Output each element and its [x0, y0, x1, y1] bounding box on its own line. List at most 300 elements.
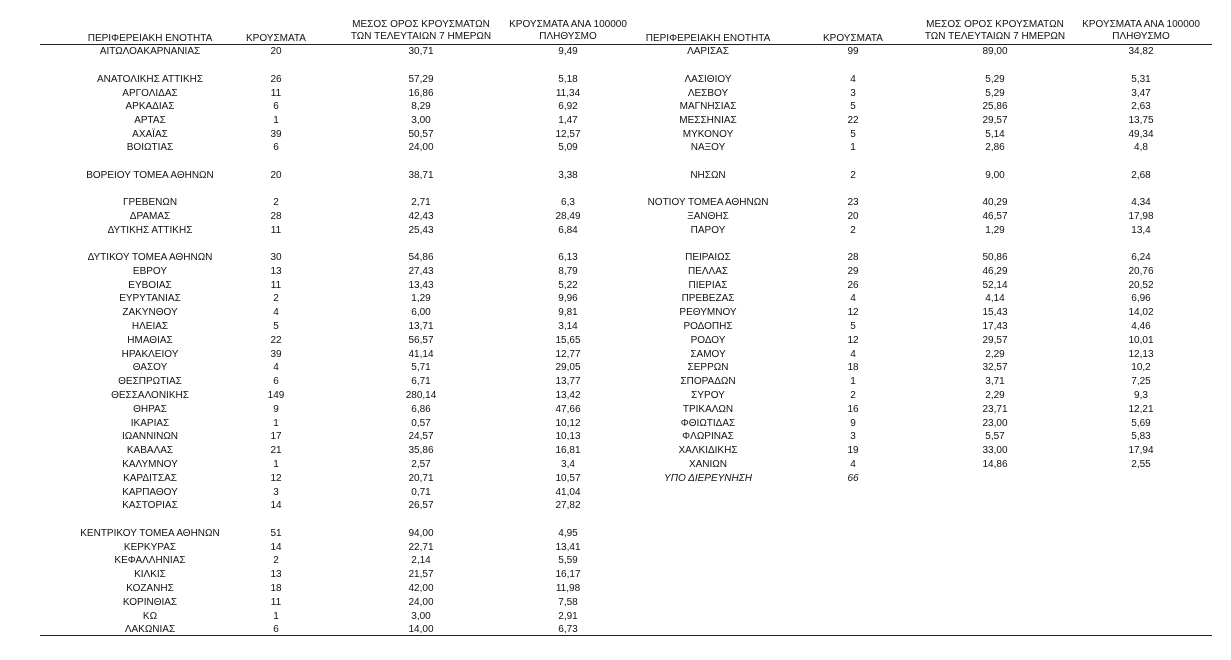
- table-row: [0, 417, 1231, 430]
- cell-cases: 23: [847, 197, 859, 208]
- cell-cases: 9: [273, 404, 279, 415]
- cell-per100k: 47,66: [555, 404, 581, 415]
- cell-cases: 12: [270, 473, 282, 484]
- table-row: [0, 334, 1231, 347]
- table-row: [0, 114, 1231, 127]
- table-row: [0, 596, 1231, 609]
- cell-per100k: 2,68: [1131, 170, 1151, 181]
- table-row: [0, 196, 1231, 209]
- cell-region: ΝΗΣΩΝ: [690, 170, 726, 181]
- cell-avg7: 27,43: [408, 266, 434, 277]
- table-row: [0, 444, 1231, 457]
- cell-region: ΠΕΛΛΑΣ: [687, 266, 729, 277]
- table-row: [0, 361, 1231, 374]
- cell-cases: 29: [847, 266, 859, 277]
- table-row: [0, 610, 1231, 623]
- cell-region: ΑΙΤΩΛΟΑΚΑΡΝΑΝΙΑΣ: [99, 46, 201, 57]
- cell-region: ΡΟΔΟΠΗΣ: [683, 321, 733, 332]
- cell-per100k: 17,98: [1128, 211, 1154, 222]
- cell-per100k: 49,34: [1128, 129, 1154, 140]
- cell-per100k: 15,65: [555, 335, 581, 346]
- cell-per100k: 6,73: [558, 624, 578, 635]
- cell-per100k: 9,49: [558, 46, 578, 57]
- cell-per100k: 5,31: [1131, 74, 1151, 85]
- table-row: [0, 251, 1231, 264]
- cell-region: ΜΑΓΝΗΣΙΑΣ: [679, 101, 737, 112]
- cell-region: ΑΧΑΪΑΣ: [132, 129, 168, 140]
- cell-cases: 6: [273, 376, 279, 387]
- cell-per100k: 6,92: [558, 101, 578, 112]
- cell-avg7: 5,57: [985, 431, 1005, 442]
- cell-region: ΚΑΒΑΛΑΣ: [126, 445, 174, 456]
- cell-per100k: 5,83: [1131, 431, 1151, 442]
- cell-region: ΣΠΟΡΑΔΩΝ: [680, 376, 736, 387]
- cell-region: ΜΕΣΣΗΝΙΑΣ: [679, 115, 737, 126]
- cell-region: ΚΑΡΔΙΤΣΑΣ: [123, 473, 177, 484]
- cell-avg7: 21,57: [408, 569, 434, 580]
- cell-cases: 26: [847, 280, 859, 291]
- cell-region: ΑΡΤΑΣ: [134, 115, 166, 126]
- cell-cases: 1: [850, 142, 856, 153]
- cell-per100k: 28,49: [555, 211, 581, 222]
- cell-cases: 2: [273, 293, 279, 304]
- cell-per100k: 7,58: [558, 597, 578, 608]
- cell-per100k: 10,2: [1131, 362, 1151, 373]
- cell-region: ΗΜΑΘΙΑΣ: [127, 335, 173, 346]
- cell-per100k: 7,25: [1131, 376, 1151, 387]
- cell-avg7: 46,57: [982, 211, 1008, 222]
- cell-per100k: 5,59: [558, 555, 578, 566]
- cell-avg7: 2,29: [985, 349, 1005, 360]
- cell-cases: 39: [270, 129, 282, 140]
- cell-region: ΚΑΡΠΑΘΟΥ: [122, 487, 178, 498]
- cell-per100k: 16,81: [555, 445, 581, 456]
- cell-per100k: 4,34: [1131, 197, 1151, 208]
- cell-per100k: 13,77: [555, 376, 581, 387]
- cell-cases: 9: [850, 418, 856, 429]
- cell-cases: 26: [270, 74, 282, 85]
- cell-per100k: 16,17: [555, 569, 581, 580]
- cell-avg7: 13,71: [408, 321, 434, 332]
- cell-per100k: 14,02: [1128, 307, 1154, 318]
- cell-avg7: 50,86: [982, 252, 1008, 263]
- cell-per100k: 12,77: [555, 349, 581, 360]
- cell-per100k: 10,12: [555, 418, 581, 429]
- cell-cases: 28: [270, 211, 282, 222]
- cell-cases: 99: [847, 46, 859, 57]
- cell-avg7: 2,14: [411, 555, 431, 566]
- cell-per100k: 2,63: [1131, 101, 1151, 112]
- cell-region: ΑΡΚΑΔΙΑΣ: [125, 101, 175, 112]
- cell-avg7: 33,00: [982, 445, 1008, 456]
- cell-avg7: 22,71: [408, 542, 434, 553]
- cell-per100k: 9,3: [1134, 390, 1148, 401]
- table-row: [0, 73, 1231, 86]
- cell-region: ΧΑΝΙΩΝ: [688, 459, 728, 470]
- cell-per100k: 3,4: [561, 459, 575, 470]
- cell-avg7: 6,00: [411, 307, 431, 318]
- cell-region: ΘΗΡΑΣ: [133, 404, 167, 415]
- cell-per100k: 13,75: [1128, 115, 1154, 126]
- cell-region: ΡΟΔΟΥ: [690, 335, 726, 346]
- table-row: [0, 265, 1231, 278]
- cell-avg7: 46,29: [982, 266, 1008, 277]
- cell-region: ΤΡΙΚΑΛΩΝ: [682, 404, 734, 415]
- cell-per100k: 11,98: [555, 583, 581, 594]
- table-row: [0, 320, 1231, 333]
- cell-per100k: 2,91: [558, 611, 578, 622]
- header-per100k-right-2: ΠΛΗΘΥΣΜΟ: [1112, 31, 1170, 42]
- cell-avg7: 13,43: [408, 280, 434, 291]
- cell-cases: 22: [847, 115, 859, 126]
- cell-region: ΥΠΟ ΔΙΕΡΕΥΝΗΣΗ: [664, 473, 752, 484]
- cell-avg7: 56,57: [408, 335, 434, 346]
- cell-region: ΗΛΕΙΑΣ: [131, 321, 169, 332]
- table-row: [0, 45, 1231, 58]
- cell-avg7: 35,86: [408, 445, 434, 456]
- table-row: [0, 141, 1231, 154]
- table-row: [0, 389, 1231, 402]
- table-row: [0, 554, 1231, 567]
- cell-region: ΛΕΣΒΟΥ: [687, 88, 729, 99]
- cell-cases: 4: [850, 293, 856, 304]
- cell-cases: 4: [273, 307, 279, 318]
- table-row: [0, 568, 1231, 581]
- cell-cases: 1: [850, 376, 856, 387]
- table-row: [0, 486, 1231, 499]
- cell-cases: 14: [270, 542, 282, 553]
- header-avg7-left-2: ΤΩΝ ΤΕΛΕΥΤΑΙΩΝ 7 ΗΜΕΡΩΝ: [350, 31, 492, 42]
- cell-per100k: 12,13: [1128, 349, 1154, 360]
- cell-region: ΕΥΒΟΙΑΣ: [128, 280, 172, 291]
- cell-cases: 6: [273, 142, 279, 153]
- cell-cases: 6: [273, 101, 279, 112]
- table-row: [0, 348, 1231, 361]
- header-per100k-right-1: ΚΡΟΥΣΜΑΤΑ ΑΝΑ 100000: [1082, 19, 1200, 30]
- cell-avg7: 1,29: [985, 225, 1005, 236]
- cell-cases: 14: [270, 500, 282, 511]
- table-row: [0, 623, 1231, 636]
- cell-per100k: 11,34: [555, 88, 581, 99]
- cell-cases: 20: [270, 170, 282, 181]
- cell-per100k: 9,81: [558, 307, 578, 318]
- cell-avg7: 20,71: [408, 473, 434, 484]
- cell-avg7: 52,14: [982, 280, 1008, 291]
- cell-avg7: 6,86: [411, 404, 431, 415]
- cell-avg7: 2,29: [985, 390, 1005, 401]
- cell-cases: 11: [270, 88, 282, 99]
- cell-per100k: 6,84: [558, 225, 578, 236]
- header-avg7-right-2: ΤΩΝ ΤΕΛΕΥΤΑΙΩΝ 7 ΗΜΕΡΩΝ: [924, 31, 1066, 42]
- cell-cases: 2: [850, 170, 856, 181]
- cell-per100k: 2,55: [1131, 459, 1151, 470]
- cell-region: ΘΑΣΟΥ: [132, 362, 168, 373]
- header-per100k-left-1: ΚΡΟΥΣΜΑΤΑ ΑΝΑ 100000: [509, 19, 627, 30]
- cell-cases: 18: [270, 583, 282, 594]
- cell-per100k: 9,96: [558, 293, 578, 304]
- cell-avg7: 15,43: [982, 307, 1008, 318]
- cell-cases: 2: [850, 390, 856, 401]
- cell-region: ΑΡΓΟΛΙΔΑΣ: [122, 88, 178, 99]
- cell-avg7: 26,57: [408, 500, 434, 511]
- cell-avg7: 3,00: [411, 611, 431, 622]
- cell-region: ΕΥΡΥΤΑΝΙΑΣ: [119, 293, 181, 304]
- cell-region: ΚΑΛΥΜΝΟΥ: [122, 459, 178, 470]
- table-row: [0, 100, 1231, 113]
- cell-avg7: 24,57: [408, 431, 434, 442]
- cell-per100k: 13,42: [555, 390, 581, 401]
- cell-per100k: 6,24: [1131, 252, 1151, 263]
- cell-region: ΣΑΜΟΥ: [690, 349, 726, 360]
- cell-avg7: 94,00: [408, 528, 434, 539]
- header-avg7-right-1: ΜΕΣΟΣ ΟΡΟΣ ΚΡΟΥΣΜΑΤΩΝ: [926, 19, 1064, 30]
- cell-per100k: 20,52: [1128, 280, 1154, 291]
- cell-avg7: 2,71: [411, 197, 431, 208]
- cell-cases: 5: [273, 321, 279, 332]
- cell-region: ΚΟΡΙΝΘΙΑΣ: [122, 597, 178, 608]
- cell-avg7: 30,71: [408, 46, 434, 57]
- table-row: [0, 541, 1231, 554]
- cell-region: ΠΙΕΡΙΑΣ: [688, 280, 728, 291]
- table-row: [0, 210, 1231, 223]
- cell-cases: 22: [270, 335, 282, 346]
- cell-cases: 4: [273, 362, 279, 373]
- cell-cases: 11: [270, 280, 282, 291]
- cell-avg7: 8,29: [411, 101, 431, 112]
- cell-cases: 13: [270, 266, 282, 277]
- cell-cases: 3: [850, 88, 856, 99]
- cell-cases: 2: [850, 225, 856, 236]
- cell-cases: 2: [273, 555, 279, 566]
- cell-region: ΔΡΑΜΑΣ: [129, 211, 171, 222]
- cell-avg7: 9,00: [985, 170, 1005, 181]
- cell-cases: 6: [273, 624, 279, 635]
- header-cases-left: ΚΡΟΥΣΜΑΤΑ: [246, 33, 306, 44]
- cell-per100k: 20,76: [1128, 266, 1154, 277]
- cell-cases: 2: [273, 197, 279, 208]
- cell-cases: 12: [847, 335, 859, 346]
- cell-region: ΣΕΡΡΩΝ: [687, 362, 729, 373]
- cell-per100k: 3,47: [1131, 88, 1151, 99]
- cell-per100k: 6,3: [561, 197, 575, 208]
- cell-region: ΙΚΑΡΙΑΣ: [130, 418, 170, 429]
- cell-per100k: 3,38: [558, 170, 578, 181]
- cell-per100k: 5,22: [558, 280, 578, 291]
- cell-per100k: 5,09: [558, 142, 578, 153]
- cell-per100k: 41,04: [555, 487, 581, 498]
- cell-region: ΡΕΘΥΜΝΟΥ: [679, 307, 737, 318]
- table-row: [0, 403, 1231, 416]
- cell-cases: 13: [270, 569, 282, 580]
- cell-cases: 20: [270, 46, 282, 57]
- cell-avg7: 42,00: [408, 583, 434, 594]
- cell-avg7: 2,57: [411, 459, 431, 470]
- table-row: [0, 224, 1231, 237]
- cell-per100k: 1,47: [558, 115, 578, 126]
- table-row: [0, 292, 1231, 305]
- cell-region: ΣΥΡΟΥ: [691, 390, 725, 401]
- cell-avg7: 0,71: [411, 487, 431, 498]
- table-row: [0, 582, 1231, 595]
- cell-per100k: 17,94: [1128, 445, 1154, 456]
- cell-avg7: 5,29: [985, 74, 1005, 85]
- cell-region: ΘΕΣΠΡΩΤΙΑΣ: [118, 376, 182, 387]
- cell-region: ΘΕΣΣΑΛΟΝΙΚΗΣ: [111, 390, 189, 401]
- cell-cases: 20: [847, 211, 859, 222]
- table-row: [0, 306, 1231, 319]
- cell-region: ΜΥΚΟΝΟΥ: [682, 129, 734, 140]
- cell-region: ΠΡΕΒΕΖΑΣ: [681, 293, 735, 304]
- cell-avg7: 23,00: [982, 418, 1008, 429]
- cell-region: ΙΩΑΝΝΙΝΩΝ: [121, 431, 179, 442]
- cell-cases: 12: [847, 307, 859, 318]
- cell-cases: 4: [850, 459, 856, 470]
- cell-avg7: 32,57: [982, 362, 1008, 373]
- cell-region: ΗΡΑΚΛΕΙΟΥ: [121, 349, 179, 360]
- cell-region: ΦΘΙΩΤΙΔΑΣ: [680, 418, 736, 429]
- cell-region: ΛΑΚΩΝΙΑΣ: [124, 624, 176, 635]
- cell-cases: 11: [270, 597, 282, 608]
- cell-cases: 4: [850, 74, 856, 85]
- cell-cases: 21: [270, 445, 282, 456]
- cell-per100k: 6,13: [558, 252, 578, 263]
- table-row: [0, 128, 1231, 141]
- cell-cases: 28: [847, 252, 859, 263]
- cell-avg7: 24,00: [408, 142, 434, 153]
- cell-per100k: 10,01: [1128, 335, 1154, 346]
- cell-avg7: 3,00: [411, 115, 431, 126]
- cell-cases: 3: [850, 431, 856, 442]
- cell-per100k: 34,82: [1128, 46, 1154, 57]
- cell-cases: 3: [273, 487, 279, 498]
- cell-per100k: 12,21: [1128, 404, 1154, 415]
- cell-cases: 51: [270, 528, 282, 539]
- cell-avg7: 3,71: [985, 376, 1005, 387]
- cell-avg7: 4,14: [985, 293, 1005, 304]
- cell-per100k: 4,46: [1131, 321, 1151, 332]
- header-cases-right: ΚΡΟΥΣΜΑΤΑ: [823, 33, 883, 44]
- cell-avg7: 280,14: [405, 390, 437, 401]
- cell-avg7: 6,71: [411, 376, 431, 387]
- cell-per100k: 3,14: [558, 321, 578, 332]
- cell-per100k: 12,57: [555, 129, 581, 140]
- cell-cases: 4: [850, 349, 856, 360]
- cell-avg7: 38,71: [408, 170, 434, 181]
- cell-per100k: 29,05: [555, 362, 581, 373]
- cell-region: ΚΟΖΑΝΗΣ: [126, 583, 174, 594]
- cell-region: ΛΑΡΙΣΑΣ: [687, 46, 729, 57]
- table-row: [0, 472, 1231, 485]
- cell-avg7: 25,86: [982, 101, 1008, 112]
- cell-per100k: 5,69: [1131, 418, 1151, 429]
- cell-cases: 16: [847, 404, 859, 415]
- cell-per100k: 5,18: [558, 74, 578, 85]
- cell-region: ΚΕΦΑΛΛΗΝΙΑΣ: [114, 555, 186, 566]
- header-avg7-left-1: ΜΕΣΟΣ ΟΡΟΣ ΚΡΟΥΣΜΑΤΩΝ: [352, 19, 490, 30]
- cell-cases: 66: [847, 473, 859, 484]
- cell-region: ΠΕΙΡΑΙΩΣ: [685, 252, 731, 263]
- cell-cases: 30: [270, 252, 282, 263]
- cell-region: ΦΛΩΡΙΝΑΣ: [682, 431, 734, 442]
- cell-region: ΖΑΚΥΝΘΟΥ: [122, 307, 178, 318]
- cell-avg7: 23,71: [982, 404, 1008, 415]
- cell-region: ΑΝΑΤΟΛΙΚΗΣ ΑΤΤΙΚΗΣ: [96, 74, 204, 85]
- cell-cases: 18: [847, 362, 859, 373]
- cell-cases: 19: [847, 445, 859, 456]
- cell-region: ΞΑΝΘΗΣ: [687, 211, 729, 222]
- cell-cases: 5: [850, 129, 856, 140]
- cell-per100k: 6,96: [1131, 293, 1151, 304]
- cell-avg7: 50,57: [408, 129, 434, 140]
- cell-region: ΕΒΡΟΥ: [132, 266, 168, 277]
- cell-avg7: 40,29: [982, 197, 1008, 208]
- cell-avg7: 14,86: [982, 459, 1008, 470]
- cell-region: ΒΟΙΩΤΙΑΣ: [126, 142, 174, 153]
- cell-avg7: 0,57: [411, 418, 431, 429]
- cell-per100k: 8,79: [558, 266, 578, 277]
- table-row: [0, 458, 1231, 471]
- table-row: [0, 527, 1231, 540]
- header-region-right: ΠΕΡΙΦΕΡΕΙΑΚΗ ΕΝΟΤΗΤΑ: [645, 33, 771, 44]
- cell-region: ΔΥΤΙΚΗΣ ΑΤΤΙΚΗΣ: [107, 225, 193, 236]
- cell-avg7: 24,00: [408, 597, 434, 608]
- cell-cases: 149: [267, 390, 285, 401]
- table-row: [0, 430, 1231, 443]
- cell-cases: 17: [270, 431, 282, 442]
- cell-avg7: 2,86: [985, 142, 1005, 153]
- cell-avg7: 41,14: [408, 349, 434, 360]
- cell-cases: 1: [273, 611, 279, 622]
- cell-region: ΚΕΝΤΡΙΚΟΥ ΤΟΜΕΑ ΑΘΗΝΩΝ: [80, 528, 220, 539]
- cell-avg7: 5,14: [985, 129, 1005, 140]
- table-row: [0, 169, 1231, 182]
- table-row: [0, 499, 1231, 512]
- cell-avg7: 54,86: [408, 252, 434, 263]
- cell-per100k: 4,95: [558, 528, 578, 539]
- cell-avg7: 16,86: [408, 88, 434, 99]
- cell-cases: 1: [273, 115, 279, 126]
- cell-cases: 5: [850, 321, 856, 332]
- cell-avg7: 29,57: [982, 335, 1008, 346]
- cell-cases: 39: [270, 349, 282, 360]
- cell-avg7: 5,29: [985, 88, 1005, 99]
- cell-region: ΧΑΛΚΙΔΙΚΗΣ: [678, 445, 738, 456]
- table-row: [0, 375, 1231, 388]
- cell-avg7: 29,57: [982, 115, 1008, 126]
- cell-region: ΝΟΤΙΟΥ ΤΟΜΕΑ ΑΘΗΝΩΝ: [647, 197, 769, 208]
- cell-region: ΚΙΛΚΙΣ: [134, 569, 166, 580]
- header-region-left: ΠΕΡΙΦΕΡΕΙΑΚΗ ΕΝΟΤΗΤΑ: [87, 33, 213, 44]
- cell-avg7: 5,71: [411, 362, 431, 373]
- cell-region: ΝΑΞΟΥ: [690, 142, 726, 153]
- table-row: [0, 87, 1231, 100]
- cell-per100k: 13,41: [555, 542, 581, 553]
- cell-region: ΓΡΕΒΕΝΩΝ: [122, 197, 178, 208]
- cell-region: ΒΟΡΕΙΟΥ ΤΟΜΕΑ ΑΘΗΝΩΝ: [86, 170, 214, 181]
- cell-per100k: 10,57: [555, 473, 581, 484]
- cell-avg7: 89,00: [982, 46, 1008, 57]
- cell-per100k: 13,4: [1131, 225, 1151, 236]
- cell-region: ΚΕΡΚΥΡΑΣ: [123, 542, 177, 553]
- cell-cases: 5: [850, 101, 856, 112]
- cell-region: ΠΑΡΟΥ: [690, 225, 726, 236]
- cell-per100k: 4,8: [1134, 142, 1148, 153]
- cell-per100k: 10,13: [555, 431, 581, 442]
- cell-cases: 1: [273, 418, 279, 429]
- table-row: [0, 279, 1231, 292]
- cell-cases: 11: [270, 225, 282, 236]
- cell-avg7: 25,43: [408, 225, 434, 236]
